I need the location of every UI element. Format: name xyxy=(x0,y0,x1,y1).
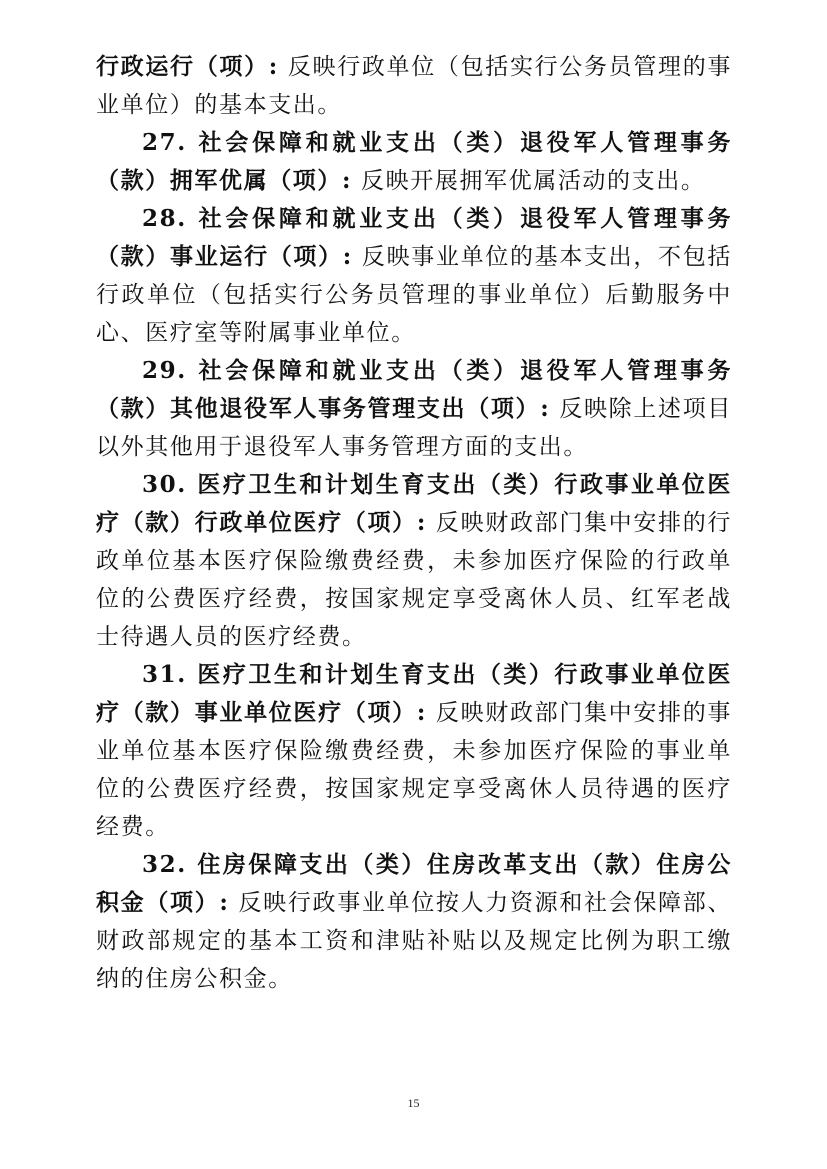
paragraph-item-27 xyxy=(96,124,732,200)
paragraph-body: 反映除上述项目以外其他用于退役军人事务管理方面的支出。 xyxy=(96,396,733,460)
paragraph-body: 反映财政部门集中安排的事业单位基本医疗保险缴费经费，未参加医疗保险的事业单位的公费医疗经费，按国家规定享受离休人员待遇的医疗经费。 xyxy=(96,700,732,840)
paragraph-administrative-operation xyxy=(96,48,732,124)
paragraph-body: 反映开展拥军优属活动的支出。 xyxy=(361,168,706,194)
paragraph-body: 反映行政单位（包括实行公务员管理的事业单位）的基本支出。 xyxy=(96,54,732,118)
paragraph-item-29 xyxy=(96,352,732,466)
paragraph-heading: 28. 社会保障和就业支出（类）退役军人管理事务（款）事业运行（项）: xyxy=(96,205,732,270)
paragraph-item-30 xyxy=(96,466,732,656)
paragraph-heading: 29. 社会保障和就业支出（类）退役军人管理事务（款）其他退役军人事务管理支出（项）: xyxy=(96,357,732,422)
paragraph-heading: 31. 医疗卫生和计划生育支出（类）行政事业单位医疗（款）事业单位医疗（项）: xyxy=(96,661,732,726)
paragraph-heading: 30. 医疗卫生和计划生育支出（类）行政事业单位医疗（款）行政单位医疗（项）: xyxy=(96,471,732,536)
paragraph-item-32 xyxy=(96,846,732,998)
document-page xyxy=(96,48,732,998)
paragraph-heading: 27. 社会保障和就业支出（类）退役军人管理事务（款）拥军优属（项）: xyxy=(96,129,732,194)
page-number: 15 xyxy=(407,1096,420,1110)
paragraph-body: 反映事业单位的基本支出，不包括行政单位（包括实行公务员管理的事业单位）后勤服务中心、医疗室等附属事业单位。 xyxy=(96,244,733,346)
paragraph-heading: 行政运行（项）: xyxy=(96,53,279,80)
paragraph-item-28 xyxy=(96,200,732,352)
paragraph-body: 反映行政事业单位按人力资源和社会保障部、财政部规定的基本工资和津贴补贴以及规定比例为职工缴纳的住房公积金。 xyxy=(96,890,733,992)
paragraph-body: 反映财政部门集中安排的行政单位基本医疗保险缴费经费，未参加医疗保险的行政单位的公费医疗经费，按国家规定享受离休人员、红军老战士待遇人员的医疗经费。 xyxy=(96,510,732,650)
paragraph-heading: 32. 住房保障支出（类）住房改革支出（款）住房公积金（项）: xyxy=(96,851,732,916)
paragraph-item-31 xyxy=(96,656,732,846)
